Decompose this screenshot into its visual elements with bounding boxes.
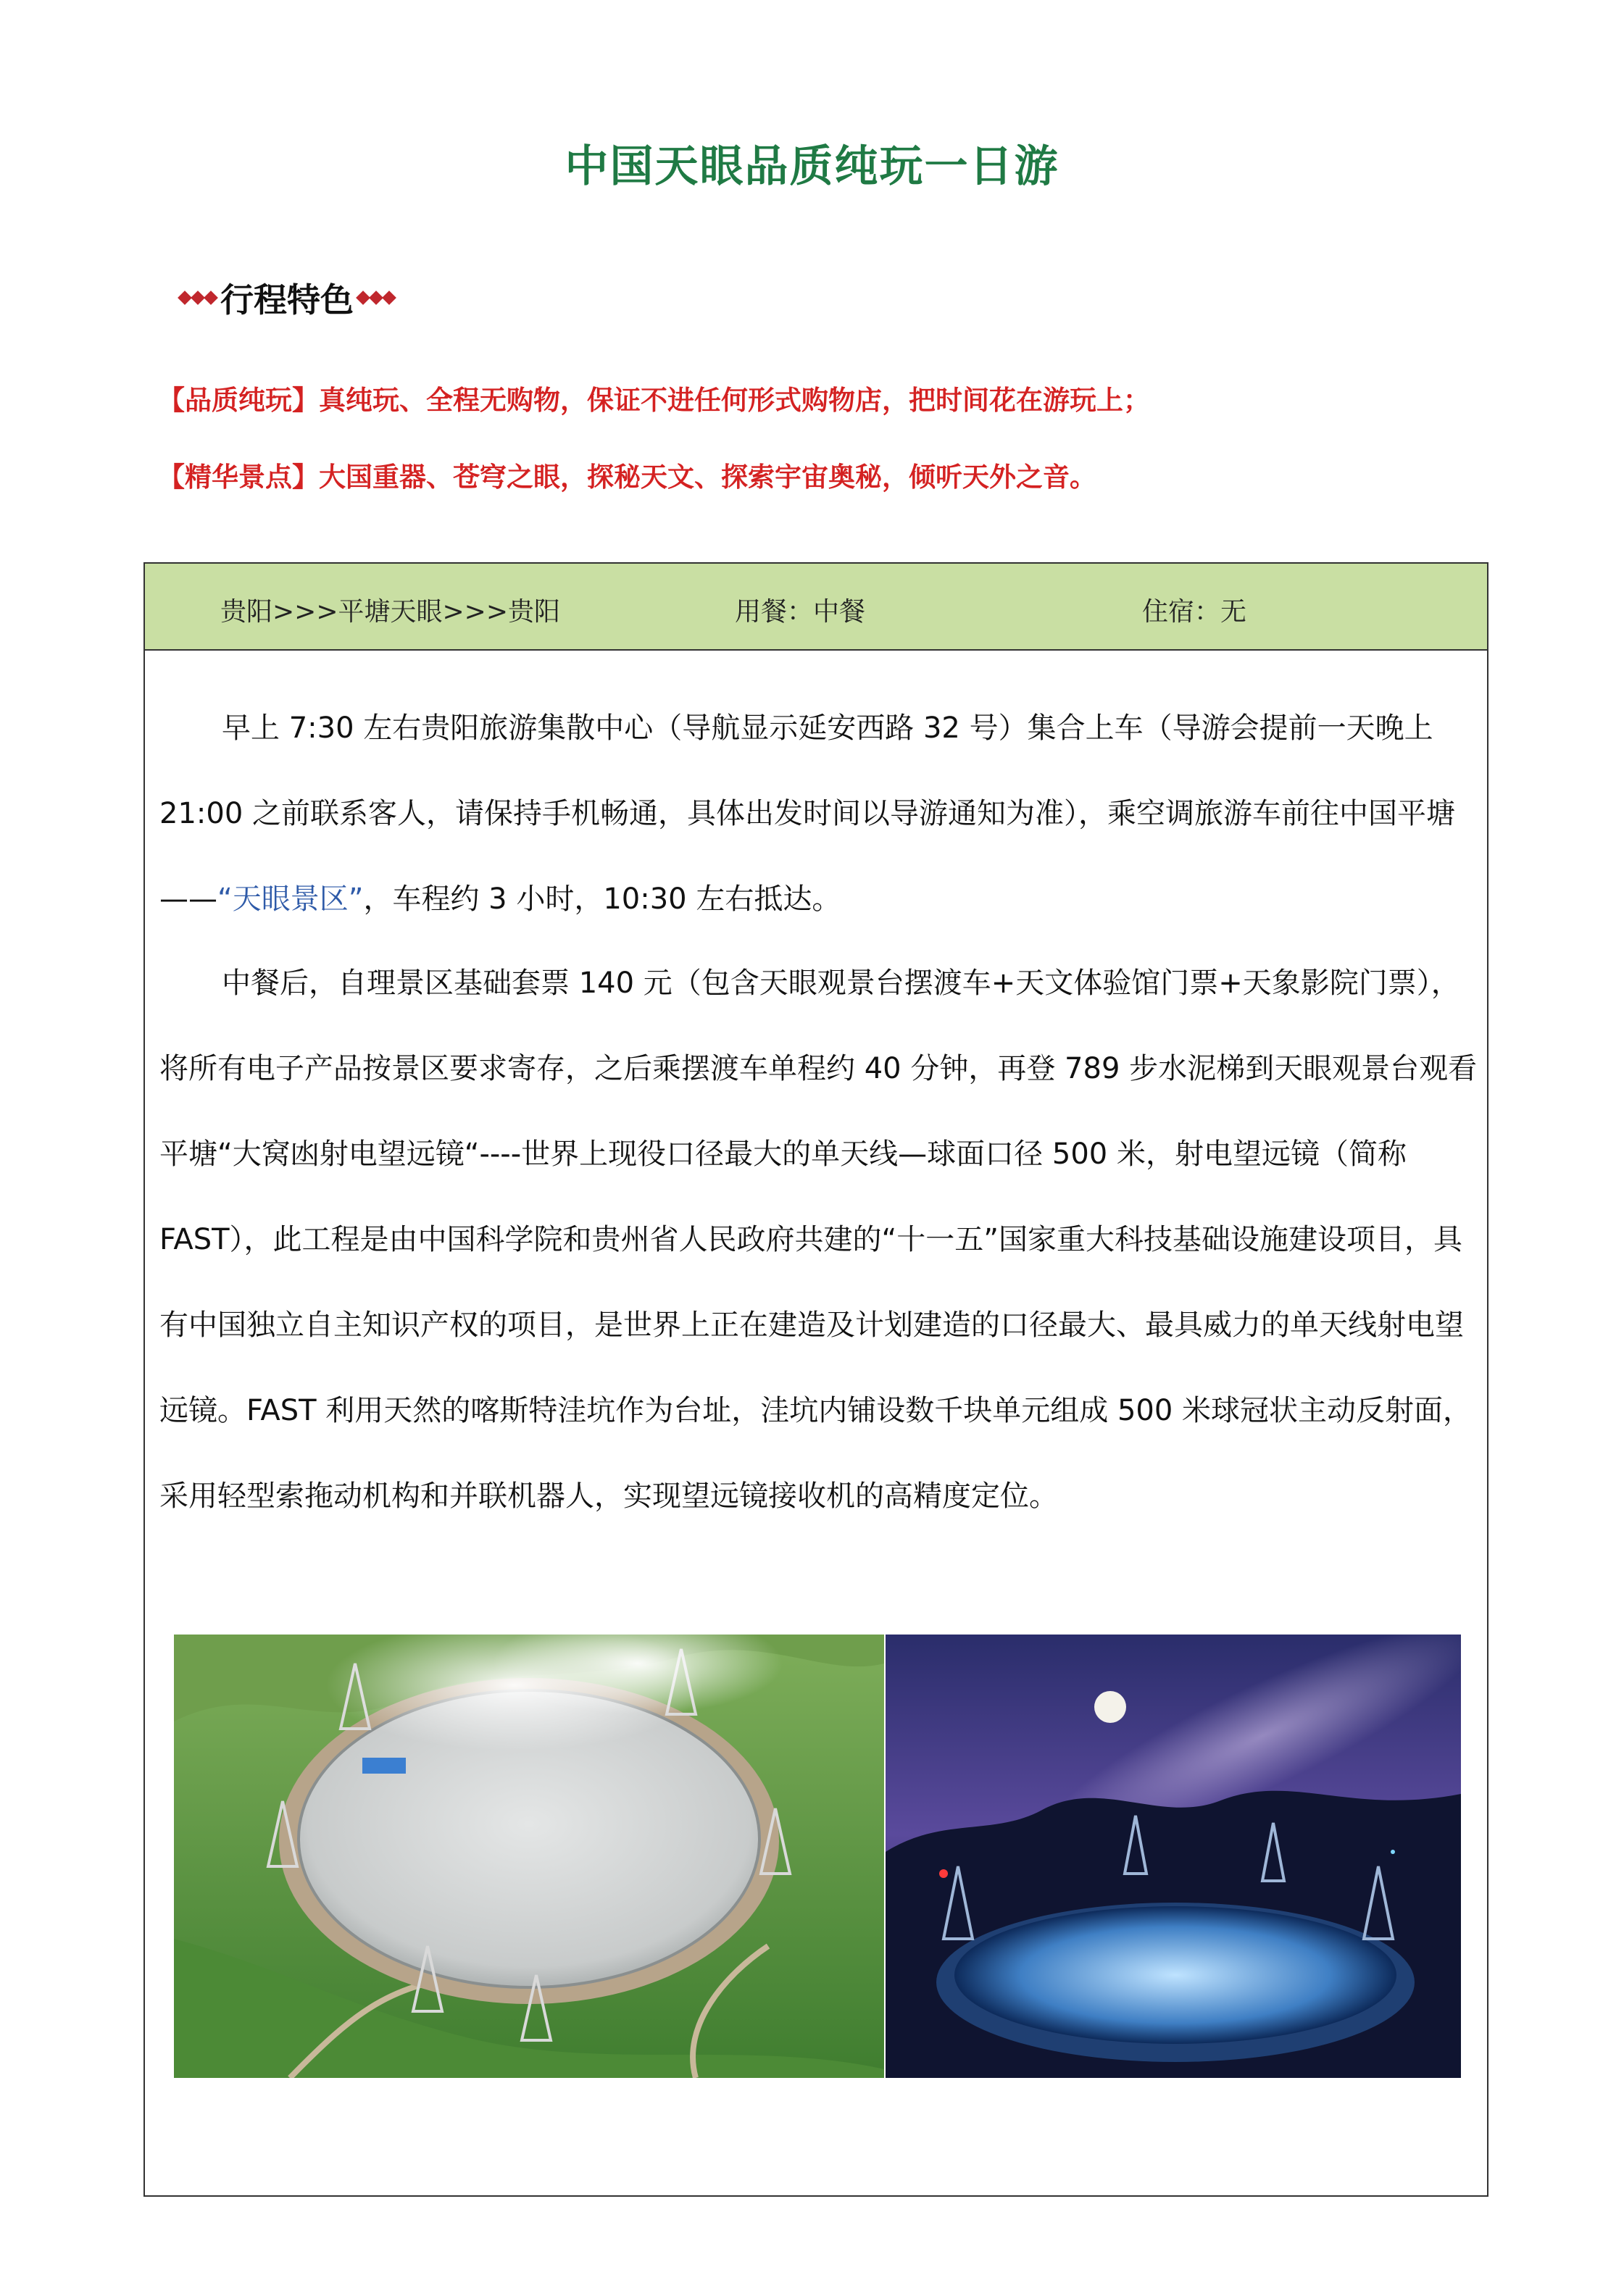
paragraph-text: ，车程约 3 小时，10:30 左右抵达。 bbox=[363, 882, 841, 916]
paragraph-text: 早上 7:30 左右贵阳旅游集散中心（导航显示延安西路 32 号）集合上车（导游会提前一天晚上 21:00 之前联系客人，请保持手机畅通，具体出发时间以导游通知为准），乘空调旅游车前往中国平塘—— bbox=[159, 711, 1455, 916]
itinerary-route: 贵阳>>>平塘天眼>>>贵阳 bbox=[220, 597, 560, 627]
fast-night-photo bbox=[886, 1635, 1461, 2078]
itinerary-paragraph-morning bbox=[159, 685, 1478, 942]
itinerary-stay: 住宿：无 bbox=[1142, 597, 1247, 627]
itinerary-header bbox=[145, 564, 1487, 651]
page-title: 中国天眼品质纯玩一日游 bbox=[565, 141, 1059, 192]
itinerary-paragraph-afternoon bbox=[159, 940, 1478, 1539]
feature-highlights: 【精华景点】大国重器、苍穹之眼，探秘天文、探索宇宙奥秘，倾听天外之音。 bbox=[158, 462, 1096, 493]
itinerary-meal: 用餐：中餐 bbox=[735, 597, 866, 627]
fast-aerial-photo bbox=[174, 1635, 884, 2078]
features-heading bbox=[175, 274, 399, 322]
feature-quality: 【品质纯玩】真纯玩、全程无购物，保证不进任何形式购物店，把时间花在游玩上； bbox=[158, 385, 1150, 416]
diamond-ornament-icon bbox=[358, 293, 394, 303]
diamond-ornament-icon bbox=[180, 293, 216, 303]
paragraph-text: 中餐后，自理景区基础套票 140 元（包含天眼观景台摆渡车+天文体验馆门票+天象影院门票），将所有电子产品按景区要求寄存，之后乘摆渡车单程约 40 分钟，再登 789 步水泥梯到天眼观景台观看平塘“大窝凼射电望远镜“----世界上现役口径最大的单天线—球面口径 500 米，射电望远镜（简称 FAST），此工程是由中国科学院和贵州省人民政府共建的“十一五”国家重大科技基础设施建设项目，具有中国独立自主知识产权的项目，是世界上正在建造及计划建造的口径最大、最具威力的单天线射电望远镜。FAST 利用天然的喀斯特洼坑作为台址，洼坑内铺设数千块单元组成 500 米球冠状主动反射面，采用轻型索拖动机构和并联机器人，实现望远镜接收机的高精度定位。 bbox=[159, 967, 1478, 1513]
scenic-area-name: “天眼景区” bbox=[217, 882, 364, 916]
features-heading-text: 行程特色 bbox=[220, 280, 354, 320]
